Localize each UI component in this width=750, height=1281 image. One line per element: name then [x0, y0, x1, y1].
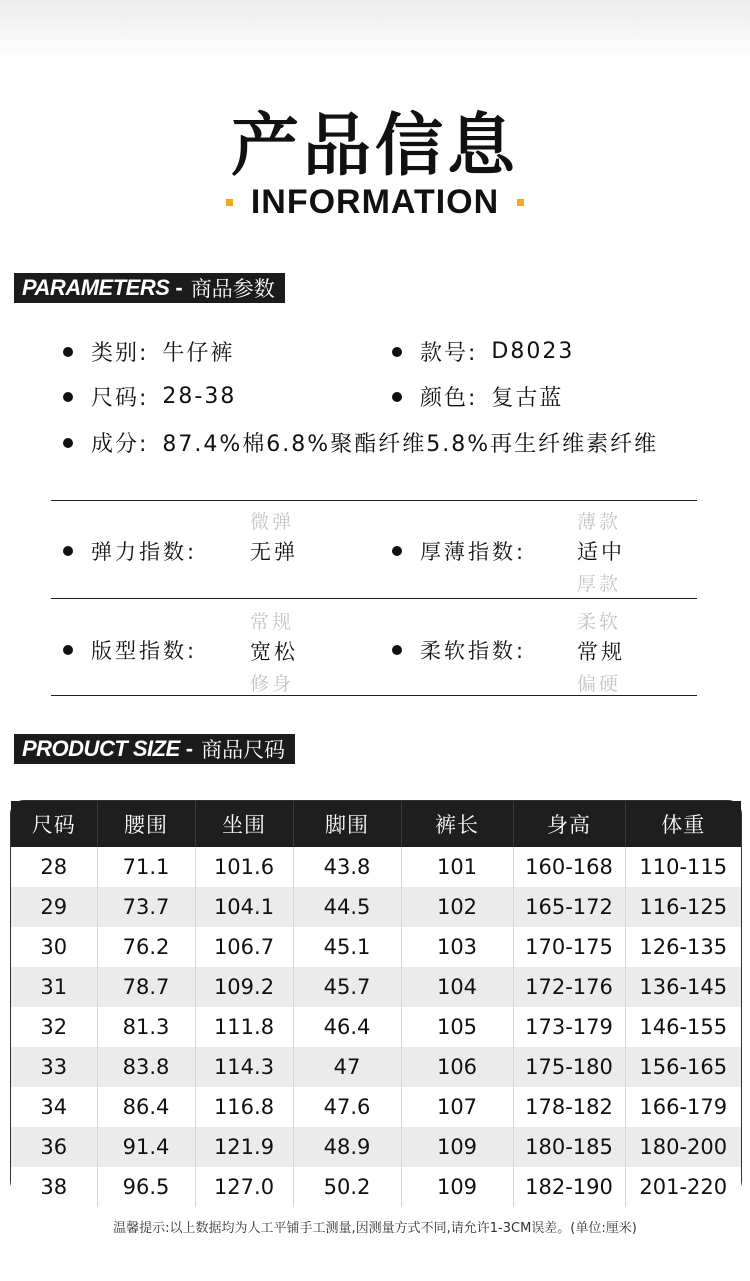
table-cell: 76.2 [97, 927, 195, 967]
table-cell: 50.2 [293, 1167, 401, 1207]
scale-option-above: 薄款 [577, 511, 622, 533]
table-cell: 28 [11, 847, 97, 887]
scale-option-selected: 无弹 [250, 540, 298, 564]
param-label: 颜色: [420, 386, 478, 411]
size-heading-en: PRODUCT SIZE [22, 736, 180, 761]
table-row [11, 1047, 741, 1087]
table-cell: 116-125 [639, 895, 728, 919]
table-cell: 44.5 [293, 887, 401, 927]
table-cell: 182-190 [513, 1167, 625, 1207]
table-cell: 136-145 [639, 975, 728, 999]
param-size [63, 381, 236, 412]
table-cell: 101.6 [195, 847, 293, 887]
bullet-icon [63, 347, 73, 357]
table-cell: 71.1 [97, 847, 195, 887]
table-cell: 107 [401, 1087, 513, 1127]
table-cell: 29 [11, 887, 97, 927]
table-row [11, 1127, 741, 1167]
bullet-icon [392, 347, 402, 357]
table-cell: 81.3 [97, 1007, 195, 1047]
table-cell: 121.9 [195, 1127, 293, 1167]
table-cell: 36 [11, 1127, 97, 1167]
bullet-icon [392, 546, 402, 556]
table-cell: 106.7 [195, 927, 293, 967]
index-label: 版型指数: [91, 639, 198, 663]
table-cell: 126-135 [639, 935, 728, 959]
table-cell: 34 [11, 1087, 97, 1127]
softness-scale [577, 611, 657, 695]
table-row [11, 967, 741, 1007]
param-label: 类别: [91, 341, 149, 366]
table-cell: 102 [401, 887, 513, 927]
table-cell: 48.9 [293, 1127, 401, 1167]
table-cell: 47 [293, 1047, 401, 1087]
table-cell: 111.8 [195, 1007, 293, 1047]
table-row [11, 1007, 741, 1047]
param-value: 28-38 [162, 384, 237, 409]
bullet-icon [63, 438, 73, 448]
table-cell: 30 [11, 927, 97, 967]
scale-option-above: 柔软 [577, 611, 622, 633]
thickness-scale [577, 511, 657, 595]
fit-scale [250, 611, 330, 695]
elasticity-scale [250, 511, 330, 579]
table-cell: 86.4 [97, 1087, 195, 1127]
table-cell: 116.8 [195, 1087, 293, 1127]
scale-option-selected: 宽松 [250, 640, 298, 664]
parameters-heading-en: PARAMETERS [22, 275, 170, 300]
table-cell: 105 [401, 1007, 513, 1047]
bullet-icon [63, 392, 73, 402]
size-table [10, 800, 742, 1199]
param-composition [63, 427, 658, 458]
table-cell: 78.7 [97, 967, 195, 1007]
scale-option-above: 常规 [250, 611, 295, 633]
table-cell: 96.5 [97, 1167, 195, 1207]
footer-note: 温馨提示:以上数据均为人工平铺手工测量,因测量方式不同,请允许1-3CM误差。(单位:厘米) [113, 1221, 637, 1236]
table-cell: 180-185 [513, 1127, 625, 1167]
scale-option-selected: 适中 [577, 540, 625, 564]
size-heading-cn: 商品尺码 [201, 738, 286, 762]
index-softness [392, 635, 526, 665]
parameters-heading-sep: - [175, 275, 183, 300]
bullet-icon [392, 392, 402, 402]
table-cell: 180-200 [639, 1135, 728, 1159]
accent-dot-right [517, 199, 524, 206]
table-cell: 33 [11, 1047, 97, 1087]
table-cell: 45.1 [293, 927, 401, 967]
column-header: 脚围 [293, 801, 401, 847]
param-value: D8023 [491, 339, 575, 364]
table-cell: 73.7 [97, 887, 195, 927]
table-cell: 43.8 [293, 847, 401, 887]
index-label: 柔软指数: [420, 639, 527, 663]
divider [51, 598, 697, 599]
table-cell: 46.4 [293, 1007, 401, 1047]
accent-dot-left [226, 199, 233, 206]
scale-option-above: 微弹 [250, 511, 295, 533]
table-cell: 45.7 [293, 967, 401, 1007]
table-cell: 38 [11, 1167, 97, 1207]
divider [51, 695, 697, 696]
table-cell: 146-155 [639, 1015, 728, 1039]
table-row [11, 847, 741, 887]
index-fit [63, 635, 197, 665]
product-size-section-header [14, 734, 295, 764]
table-cell: 47.6 [293, 1087, 401, 1127]
table-cell: 165-172 [513, 887, 625, 927]
table-cell: 201-220 [639, 1175, 728, 1199]
table-cell: 170-175 [513, 927, 625, 967]
table-cell: 110-115 [639, 855, 728, 879]
table-cell: 103 [401, 927, 513, 967]
table-cell: 175-180 [513, 1047, 625, 1087]
param-label: 成分: [91, 432, 149, 457]
table-cell: 178-182 [513, 1087, 625, 1127]
bullet-icon [63, 546, 73, 556]
table-cell: 160-168 [513, 847, 625, 887]
param-label: 尺码: [91, 386, 149, 411]
table-cell: 109 [401, 1127, 513, 1167]
table-cell: 166-179 [639, 1095, 728, 1119]
column-header: 身高 [513, 801, 625, 847]
subtitle-row [0, 180, 750, 224]
table-cell: 114.3 [195, 1047, 293, 1087]
index-label: 厚薄指数: [420, 540, 527, 564]
bullet-icon [392, 645, 402, 655]
column-header: 坐围 [195, 801, 293, 847]
table-cell: 101 [401, 847, 513, 887]
param-category [63, 336, 234, 367]
size-heading-sep: - [185, 736, 194, 761]
table-row [11, 1087, 741, 1127]
parameters-section-header [14, 273, 285, 303]
index-elasticity [63, 536, 197, 566]
table-cell: 91.4 [97, 1127, 195, 1167]
table-cell: 173-179 [513, 1007, 625, 1047]
top-gradient [0, 0, 750, 60]
scale-option-below: 偏硬 [577, 673, 622, 695]
table-row [11, 887, 741, 927]
table-row [11, 927, 741, 967]
column-header: 体重 [661, 813, 706, 837]
divider [51, 500, 697, 501]
table-cell: 31 [11, 967, 97, 1007]
size-table-header [11, 801, 741, 847]
scale-option-below: 修身 [250, 673, 295, 695]
table-cell: 104 [401, 967, 513, 1007]
table-cell: 32 [11, 1007, 97, 1047]
param-value: 复古蓝 [491, 386, 564, 411]
param-value: 牛仔裤 [162, 341, 235, 366]
bullet-icon [63, 645, 73, 655]
column-header: 裤长 [401, 801, 513, 847]
param-style-no [392, 336, 574, 367]
index-thickness [392, 536, 526, 566]
table-cell: 156-165 [639, 1055, 728, 1079]
table-row [11, 1167, 741, 1207]
param-color [392, 381, 563, 412]
param-value: 87.4%棉6.8%聚酯纤维5.8%再生纤维素纤维 [162, 432, 659, 457]
table-cell: 127.0 [195, 1167, 293, 1207]
table-cell: 109.2 [195, 967, 293, 1007]
param-label: 款号: [420, 341, 478, 366]
table-cell: 106 [401, 1047, 513, 1087]
table-cell: 83.8 [97, 1047, 195, 1087]
page-title: 产品信息 [230, 107, 519, 186]
index-label: 弹力指数: [91, 540, 198, 564]
table-cell: 109 [401, 1167, 513, 1207]
scale-option-selected: 常规 [577, 640, 625, 664]
scale-option-below: 厚款 [577, 573, 622, 595]
column-header: 尺码 [11, 801, 97, 847]
page-subtitle: INFORMATION [250, 182, 500, 221]
table-cell: 104.1 [195, 887, 293, 927]
column-header: 腰围 [97, 801, 195, 847]
table-cell: 172-176 [513, 967, 625, 1007]
parameters-heading-cn: 商品参数 [190, 277, 275, 301]
